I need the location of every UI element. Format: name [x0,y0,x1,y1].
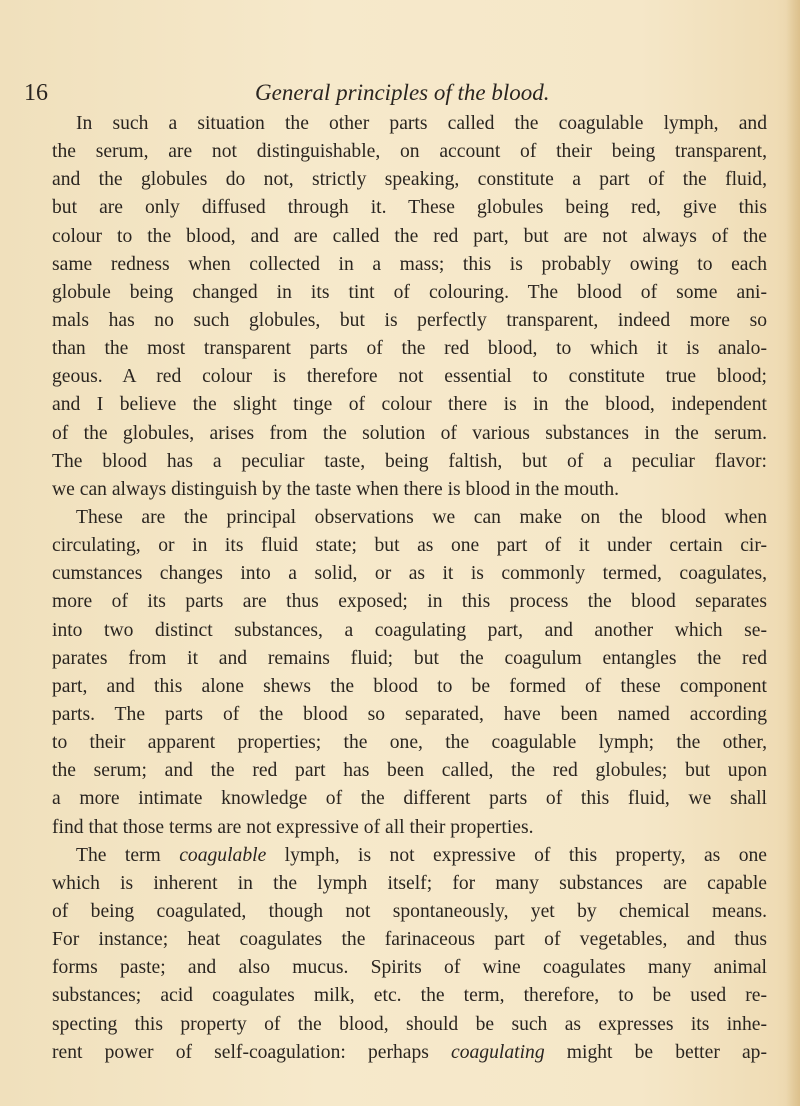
text-line: For instance; heat coagulates the farinaceous part of vegetables, and thus [52,929,767,951]
italic-term: coagulating [451,1041,545,1063]
text-line: mals has no such globules, but is perfectly transparent, indeed more so [52,309,767,331]
text-line: geous. A red colour is therefore not essential to constitute true blood; [52,366,767,388]
text-line: a more intimate knowledge of the different parts of this fluid, we shall [52,788,767,810]
text-run: rent power of self-coagulation: perhaps [52,1041,452,1063]
text-line: substances; acid coagulates milk, etc. the term, therefore, to be used re- [52,985,767,1007]
text-line: to their apparent properties; the one, the coagulable lymph; the other, [52,732,767,754]
text-line: The blood has a peculiar taste, being faltish, but of a peculiar flavor: [52,450,767,472]
text-line: colour to the blood, and are called the red part, but are not always of the [52,225,767,247]
text-line: cumstances changes into a solid, or as it is commonly termed, coagulates, [52,563,767,585]
text-line: of being coagulated, though not spontaneously, yet by chemical means. [52,900,767,922]
text-line: the serum; and the red part has been called, the red globules; but upon [52,760,767,782]
page-header [24,76,784,110]
text-line [52,842,767,870]
text-line: more of its parts are thus exposed; in this process the blood separates [52,591,767,613]
text-line: but are only diffused through it. These globules being red, give this [52,197,767,219]
text-line: parates from it and remains fluid; but the coagulum entangles the red [52,647,767,669]
text-line: globule being changed in its tint of colouring. The blood of some ani- [52,281,767,303]
text-line: find that those terms are not expressive of all their properties. [52,816,534,838]
body-text [52,110,767,1067]
text-line: we can always distinguish by the taste when there is blood in the mouth. [52,478,620,500]
text-line: than the most transparent parts of the red blood, to which it is analo- [52,338,767,360]
text-line: circulating, or in its fluid state; but as one part of it under certain cir- [52,535,767,557]
text-line: specting this property of the blood, should be such as expresses its inhe- [52,1013,767,1035]
text-line: part, and this alone shews the blood to be formed of these component [52,675,767,697]
text-line: the serum, are not distinguishable, on account of their being transparent, [52,141,767,163]
italic-term: coagulable [179,844,267,866]
text-line: same redness when collected in a mass; this is probably owing to each [52,253,767,275]
text-line: of the globules, arises from the solution of various substances in the serum. [52,422,767,444]
page-number: 16 [24,80,48,106]
text-line: which is inherent in the lymph itself; for many substances are capable [52,872,767,894]
text-run: lymph, is not expressive of this property, as one [266,844,767,866]
text-line [52,1039,767,1067]
text-run: The term [76,844,180,866]
running-head: General principles of the blood. [255,80,550,105]
text-line: and the globules do not, strictly speaking, constitute a part of the fluid, [52,169,767,191]
text-run: might be better ap- [544,1041,767,1063]
text-line: These are the principal observations we can make on the blood when [76,506,767,528]
text-line: forms paste; and also mucus. Spirits of wine coagulates many animal [52,957,767,979]
text-line: into two distinct substances, a coagulating part, and another which se- [52,619,767,641]
page-edge-shadow [786,0,800,1106]
text-line: and I believe the slight tinge of colour there is in the blood, independent [52,394,767,416]
text-line: parts. The parts of the blood so separated, have been named according [52,703,767,725]
text-line: In such a situation the other parts called the coagulable lymph, and [76,113,767,134]
